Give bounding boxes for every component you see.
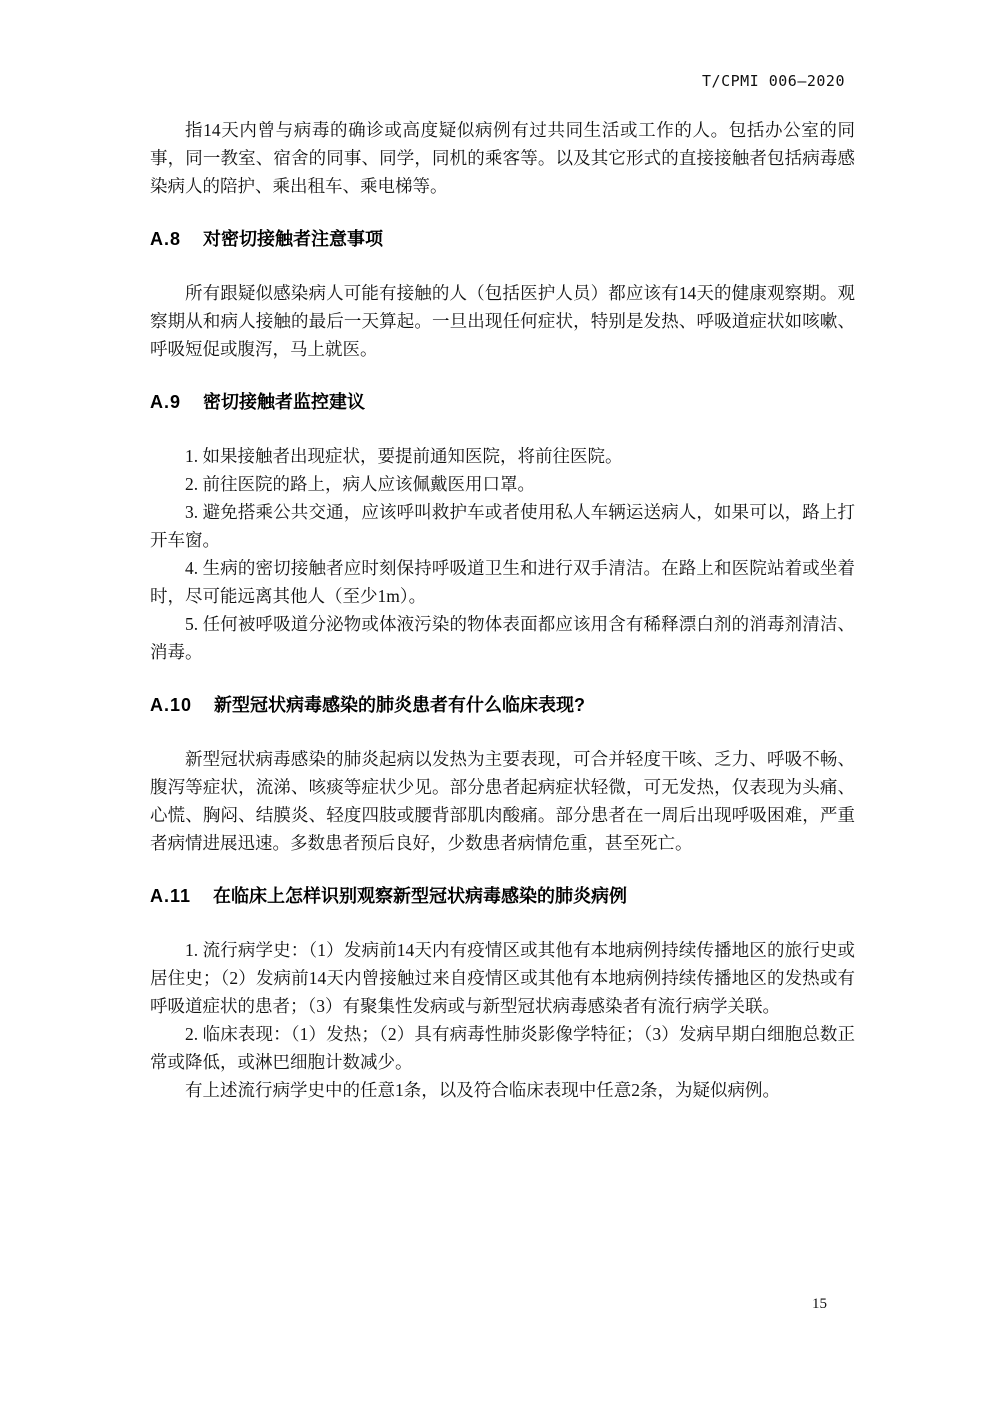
section-heading-a8 bbox=[150, 226, 855, 252]
section-label-a10: A.10 bbox=[150, 695, 193, 715]
paragraph-a10-clinical-presentation: 新型冠状病毒感染的肺炎起病以发热为主要表现，可合并轻度干咳、乏力、呼吸不畅、腹泻等症状，流涕、咳痰等症状少见。部分患者起病症状轻微，可无发热，仅表现为头痛、心慌、胸闷、结膜炎、轻度四肢或腰背部肌肉酸痛。部分患者在一周后出现呼吸困难，严重者病情进展迅速。多数患者预后良好，少数患者病情危重，甚至死亡。 bbox=[150, 749, 855, 853]
document-header bbox=[150, 72, 845, 90]
section-heading-a11 bbox=[150, 883, 855, 909]
paragraph-close-contact-definition: 指14天内曾与病毒的确诊或高度疑似病例有过共同生活或工作的人。包括办公室的同事，同一教室、宿舍的同事、同学，同机的乘客等。以及其它形式的直接接触者包括病毒感染病人的陪护、乘出租车、乘电梯等。 bbox=[150, 120, 855, 196]
section-title-a11: 在临床上怎样识别观察新型冠状病毒感染的肺炎病例 bbox=[213, 886, 628, 906]
section-label-a11: A.11 bbox=[150, 886, 192, 906]
standard-code: T/CPMI 006—2020 bbox=[702, 72, 845, 90]
section-heading-a9 bbox=[150, 389, 855, 415]
paragraph-a8-observation: 所有跟疑似感染病人可能有接触的人（包括医护人员）都应该有14天的健康观察期。观察期从和病人接触的最后一天算起。一旦出现任何症状，特别是发热、呼吸道症状如咳嗽、呼吸短促或腹泻，马上就医。 bbox=[150, 283, 855, 359]
section-title-a8: 对密切接触者注意事项 bbox=[203, 229, 384, 249]
list-item-a9-4: 4. 生病的密切接触者应时刻保持呼吸道卫生和进行双手清洁。在路上和医院站着或坐着时，尽可能远离其他人（至少1m）。 bbox=[150, 558, 855, 606]
section-heading-a10 bbox=[150, 692, 855, 718]
section-title-a10: 新型冠状病毒感染的肺炎患者有什么临床表现? bbox=[214, 695, 586, 715]
list-item-a9-3: 3. 避免搭乘公共交通，应该呼叫救护车或者使用私人车辆运送病人，如果可以，路上打开车窗。 bbox=[150, 502, 855, 550]
list-item-a9-2: 2. 前往医院的路上，病人应该佩戴医用口罩。 bbox=[185, 474, 535, 494]
paragraph-a11-suspected-case-rule: 有上述流行病学史中的任意1条，以及符合临床表现中任意2条，为疑似病例。 bbox=[185, 1080, 780, 1100]
list-item-a9-5: 5. 任何被呼吸道分泌物或体液污染的物体表面都应该用含有稀释漂白剂的消毒剂清洁、消毒。 bbox=[150, 614, 855, 662]
section-label-a8: A.8 bbox=[150, 229, 182, 249]
document-content bbox=[150, 116, 855, 1104]
paragraph-a11-clinical-criteria: 2. 临床表现：（1）发热；（2）具有病毒性肺炎影像学特征；（3）发病早期白细胞总数正常或降低，或淋巴细胞计数减少。 bbox=[150, 1024, 855, 1072]
section-title-a9: 密切接触者监控建议 bbox=[203, 392, 366, 412]
page-number: 15 bbox=[812, 1296, 827, 1312]
paragraph-a11-epidemiology-history: 1. 流行病学史：（1）发病前14天内有疫情区或其他有本地病例持续传播地区的旅行史或居住史；（2）发病前14天内曾接触过来自疫情区或其他有本地病例持续传播地区的发热或有呼吸道症状的患者；（3）有聚集性发病或与新型冠状病毒感染者有流行病学关联。 bbox=[150, 940, 855, 1016]
list-item-a9-1: 1. 如果接触者出现症状，要提前通知医院，将前往医院。 bbox=[185, 446, 623, 466]
section-label-a9: A.9 bbox=[150, 392, 182, 412]
